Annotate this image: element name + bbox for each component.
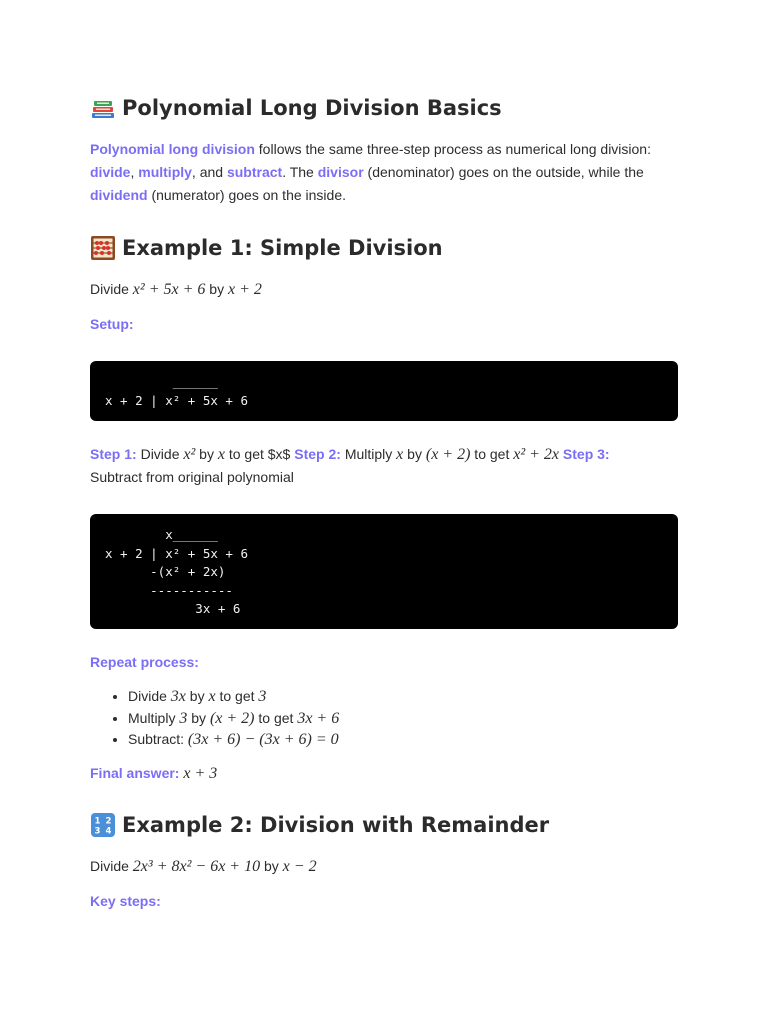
section-title-text: Example 1: Simple Division xyxy=(122,236,443,260)
key-steps-label: Key steps: xyxy=(90,893,161,909)
final-answer-label: Final answer: xyxy=(90,765,180,781)
list-item: • Divide 3x by x to get 3 xyxy=(128,686,688,708)
step-1-label: Step 1: xyxy=(90,446,137,462)
list-item: • Subtract: (3x + 6) − (3x + 6) = 0 xyxy=(128,729,688,751)
list-item: • Multiply 3 by (x + 2) to get 3x + 6 xyxy=(128,708,688,730)
math-dividend: x² + 5x + 6 xyxy=(132,281,206,298)
svg-text:1: 1 xyxy=(94,816,101,827)
abacus-icon xyxy=(90,235,116,261)
books-icon xyxy=(90,95,116,121)
section-title-example-1 xyxy=(90,235,443,261)
code-block-setup: ______ x + 2 | x² + 5x + 6 xyxy=(90,361,678,421)
setup-label: Setup: xyxy=(90,316,134,332)
final-answer-value: x + 3 xyxy=(183,765,218,782)
step-3-label: Step 3: xyxy=(559,446,610,462)
section-title-text: Example 2: Division with Remainder xyxy=(122,813,550,837)
steps-paragraph: Step 1: Divide x² by x to get $x$ Step 2: Multiply x by (x + 2) to get x² + 2x Step 3: Subtract from original polynomial xyxy=(90,446,610,485)
math-divisor: x − 2 xyxy=(282,858,317,875)
step-2-label: Step 2: xyxy=(294,446,341,462)
term-polynomial-long-division: Polynomial long division xyxy=(90,141,255,157)
math-dividend: 2x³ + 8x² − 6x + 10 xyxy=(132,858,261,875)
term-dividend: dividend xyxy=(90,187,148,203)
term-subtract: subtract xyxy=(226,164,283,180)
section-title-basics xyxy=(90,95,502,121)
intro-paragraph: Polynomial long division follows the same three-step process as numerical long division: divide, multiply, and subtract. The divisor (denominator) goes on the outside, while the dividend (numerator) goes on the inside. xyxy=(90,141,651,203)
repeat-process-label: Repeat process: xyxy=(90,654,199,670)
repeat-steps-list xyxy=(90,686,688,751)
math-divisor: x + 2 xyxy=(227,281,262,298)
section-title-example-2 xyxy=(90,812,549,838)
code-block-step: x______ x + 2 | x² + 5x + 6 -(x² + 2x) ----------- 3x + 6 xyxy=(90,514,678,629)
svg-text:2: 2 xyxy=(105,816,112,827)
svg-text:3: 3 xyxy=(94,826,101,837)
term-divide: divide xyxy=(90,164,131,180)
numbers-1234-icon xyxy=(90,812,116,838)
svg-text:4: 4 xyxy=(105,826,112,837)
term-divisor: divisor xyxy=(317,164,364,180)
example-1-problem: Divide x² + 5x + 6 by x + 2 xyxy=(90,281,262,298)
final-answer xyxy=(90,762,217,785)
section-title-text: Polynomial Long Division Basics xyxy=(122,96,502,120)
example-2-problem: Divide 2x³ + 8x² − 6x + 10 by x − 2 xyxy=(90,858,317,875)
term-multiply: multiply xyxy=(138,164,192,180)
